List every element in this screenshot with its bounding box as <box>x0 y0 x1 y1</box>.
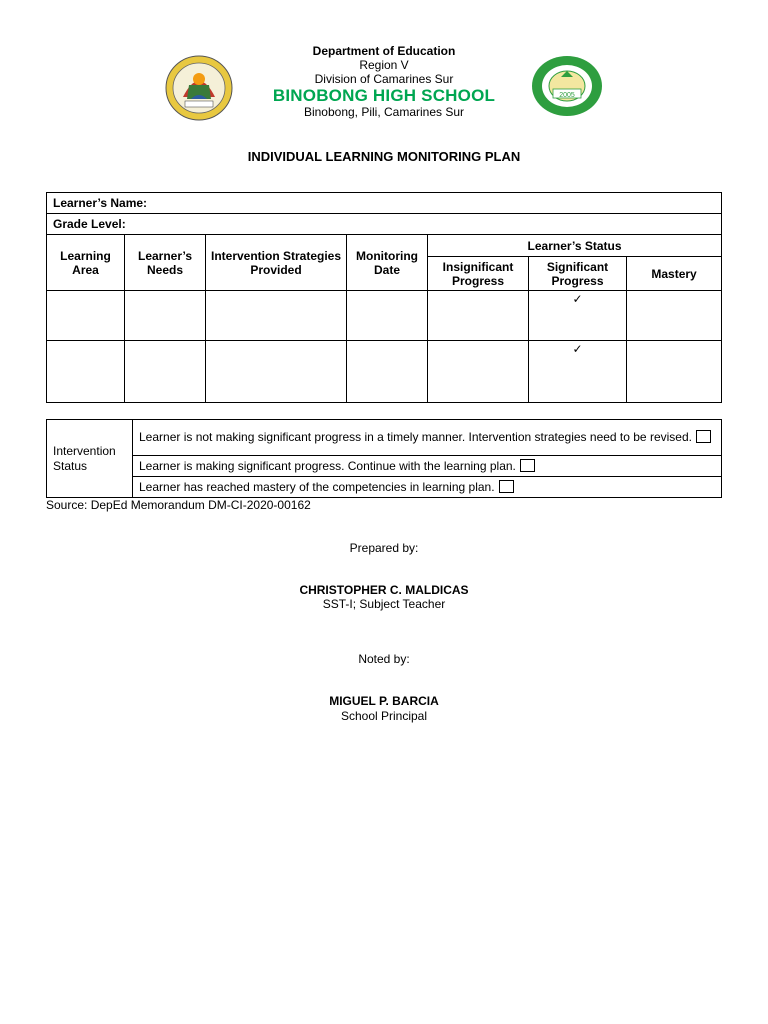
intervention-status-label: Intervention Status <box>47 420 133 498</box>
header-learners-status: Learner’s Status <box>428 235 722 257</box>
status-option-text: Learner is making significant progress. Continue with the learning plan. <box>139 458 516 473</box>
region-name: Region V <box>359 58 409 72</box>
status-checkbox[interactable] <box>499 480 514 493</box>
status-option-text: Learner has reached mastery of the competencies in learning plan. <box>139 479 495 494</box>
status-checkbox[interactable] <box>520 459 535 472</box>
status-option-revise <box>133 420 722 456</box>
cell-monitoring-date[interactable] <box>347 341 428 403</box>
status-option-mastery <box>133 477 722 498</box>
school-name: BINOBONG HIGH SCHOOL <box>272 86 496 105</box>
grade-level-label: Grade Level: <box>53 217 126 231</box>
school-address: Binobong, Pili, Camarines Sur <box>303 105 465 119</box>
division-name: Division of Camarines Sur <box>314 72 454 86</box>
header-significant: Significant Progress <box>529 257 627 291</box>
noted-by-name: MIGUEL P. BARCIA <box>329 694 439 708</box>
noted-by-title: School Principal <box>340 709 428 723</box>
department-name: Department of Education <box>312 44 456 58</box>
learner-name-label: Learner’s Name: <box>53 196 148 210</box>
cell-learners-needs[interactable] <box>125 291 206 341</box>
source-note: Source: DepEd Memorandum DM-CI-2020-00162 <box>46 498 311 512</box>
learner-name-field[interactable] <box>47 193 722 214</box>
grade-level-field[interactable] <box>47 214 722 235</box>
table-row <box>47 341 722 403</box>
cell-significant-check[interactable]: ✓ <box>529 291 627 341</box>
document-title: INDIVIDUAL LEARNING MONITORING PLAN <box>247 149 521 164</box>
cell-insignificant[interactable] <box>428 341 529 403</box>
header-learners-needs: Learner’s Needs <box>125 235 206 291</box>
seal-year-text: 2005 <box>559 92 575 99</box>
status-option-text: Learner is not making significant progress in a timely manner. Intervention strategies need to be revised. <box>139 430 692 444</box>
header-intervention: Intervention Strategies Provided <box>206 235 347 291</box>
status-checkbox[interactable] <box>696 430 711 443</box>
cell-learners-needs[interactable] <box>125 341 206 403</box>
cell-insignificant[interactable] <box>428 291 529 341</box>
cell-learning-area[interactable] <box>47 341 125 403</box>
status-option-continue <box>133 456 722 477</box>
cell-learning-area[interactable] <box>47 291 125 341</box>
cell-intervention[interactable] <box>206 341 347 403</box>
header-mastery: Mastery <box>627 257 722 291</box>
noted-by-label: Noted by: <box>358 652 410 666</box>
cell-mastery[interactable] <box>627 291 722 341</box>
monitoring-plan-table <box>46 192 722 403</box>
header-learning-area: Learning Area <box>47 235 125 291</box>
cell-monitoring-date[interactable] <box>347 291 428 341</box>
cell-intervention[interactable] <box>206 291 347 341</box>
prepared-by-name: CHRISTOPHER C. MALDICAS <box>299 583 469 597</box>
header-insignificant: Insignificant Progress <box>428 257 529 291</box>
cell-mastery[interactable] <box>627 341 722 403</box>
table-row <box>47 291 722 341</box>
intervention-status-table <box>46 419 722 498</box>
header-monitoring-date: Monitoring Date <box>347 235 428 291</box>
prepared-by-label: Prepared by: <box>349 541 419 555</box>
prepared-by-title: SST-I; Subject Teacher <box>322 597 446 611</box>
cell-significant-check[interactable]: ✓ <box>529 341 627 403</box>
